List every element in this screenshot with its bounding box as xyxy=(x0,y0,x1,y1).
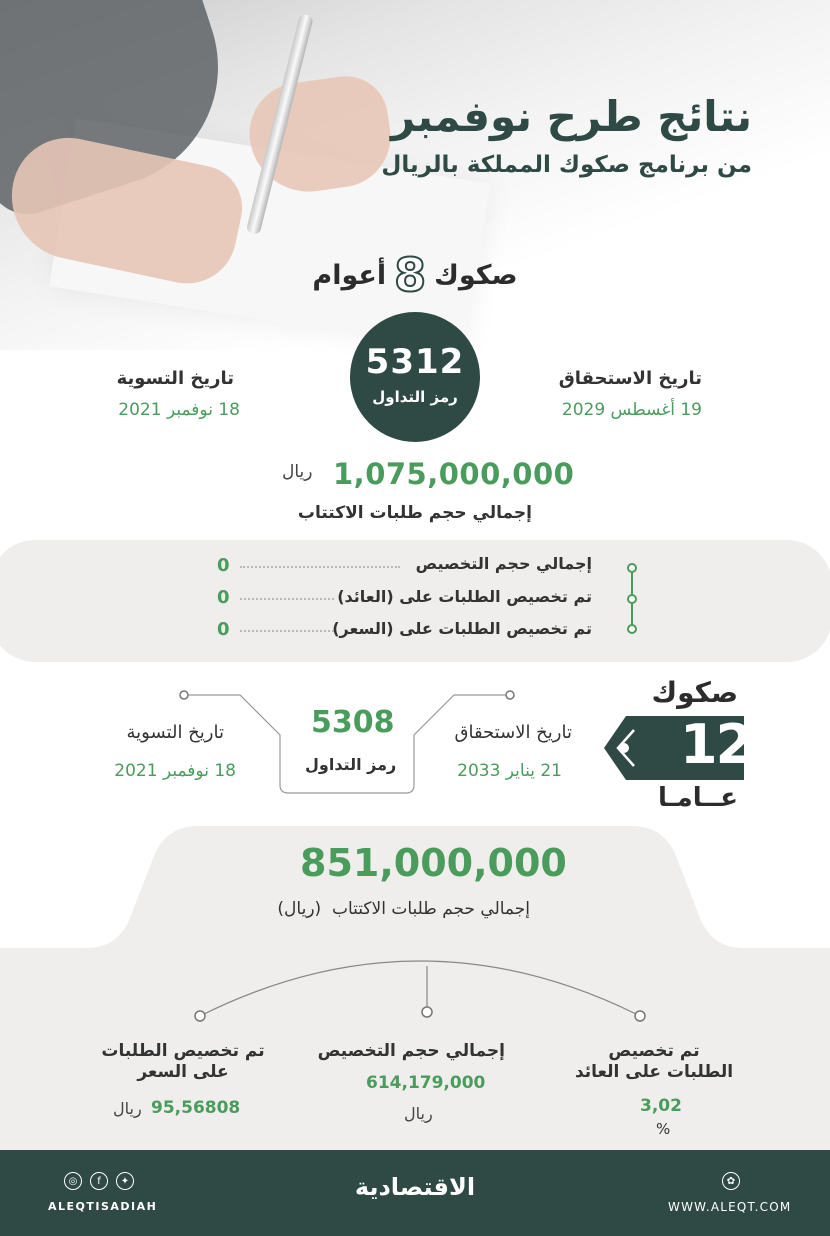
sukuk8-heading-post: أعوام xyxy=(312,259,387,291)
allocation-ring-2 xyxy=(627,594,637,604)
results-dot-left xyxy=(195,1011,205,1021)
allocation-value-3: 0 xyxy=(217,619,230,640)
sukuk12-code: 5308 xyxy=(311,705,395,740)
yield-label: تم تخصيص الطلبات على العائد xyxy=(574,1041,734,1083)
results-dot-mid xyxy=(422,1007,432,1017)
twitter-icon[interactable]: ✦ xyxy=(116,1172,134,1190)
allocation-label-2: تم تخصيص الطلبات على (العائد) xyxy=(337,587,592,606)
sukuk12-code-label: رمز التداول xyxy=(305,755,397,774)
sukuk8-currency: ريال xyxy=(282,462,313,482)
yield-value: 3,02 xyxy=(640,1096,682,1116)
allocation-value-1: 0 xyxy=(217,555,230,576)
sukuk8-settlement-value: 18 نوفمبر 2021 xyxy=(118,400,240,420)
sukuk8-maturity-value: 19 أغسطس 2029 xyxy=(561,400,702,420)
footer-handle[interactable]: ALEQTISADIAH xyxy=(48,1200,158,1213)
instagram-icon[interactable]: ◎ xyxy=(64,1172,82,1190)
sukuk8-heading-num: 8 xyxy=(394,248,427,302)
sukuk12-maturity-value: 21 يناير 2033 xyxy=(457,761,562,781)
sukuk8-total-label: إجمالي حجم طلبات الاكتتاب xyxy=(297,503,532,523)
allocation-label-1: إجمالي حجم التخصيص xyxy=(415,554,592,573)
alloc-value: 614,179,000 xyxy=(366,1073,486,1093)
price-value: 95,56808 xyxy=(151,1098,241,1118)
sukuk8-code-label: رمز التداول xyxy=(372,388,458,406)
sukuk12-heading-num: 12 xyxy=(680,713,752,776)
website-icon[interactable]: ✿ xyxy=(722,1172,740,1190)
allocation-dots-3 xyxy=(240,630,334,632)
sukuk12-total-amount: 851,000,000 xyxy=(300,841,567,885)
footer-logo[interactable]: الاقتصادية xyxy=(354,1173,476,1201)
allocation-dots-1 xyxy=(240,566,400,568)
sukuk12-settlement-value: 18 نوفمبر 2021 xyxy=(114,761,236,781)
allocation-label-3: تم تخصيص الطلبات على (السعر) xyxy=(332,619,592,638)
sukuk8-code-circle xyxy=(350,312,480,442)
sukuk8-settlement-label: تاريخ التسوية xyxy=(116,368,234,389)
sukuk8-heading-pre: صكوك xyxy=(434,259,518,291)
sukuk8-code: 5312 xyxy=(365,342,465,382)
allocation-ring-3 xyxy=(627,624,637,634)
footer-website[interactable]: WWW.ALEQT.COM xyxy=(668,1200,792,1214)
connector-dot-right xyxy=(506,691,514,699)
sukuk12-heading-bottom: عــامـا xyxy=(657,783,738,813)
sukuk12-heading-top: صكوك xyxy=(651,676,738,709)
allocation-value-2: 0 xyxy=(217,587,230,608)
sukuk12-total-label: إجمالي حجم طلبات الاكتتاب (ريال) xyxy=(277,899,530,919)
results-dot-right xyxy=(635,1011,645,1021)
alloc-unit: ريال xyxy=(404,1104,433,1123)
price-label: تم تخصيص الطلبات على السعر xyxy=(101,1041,265,1083)
sukuk12-maturity-label: تاريخ الاستحقاق xyxy=(454,722,572,743)
allocation-ring-1 xyxy=(627,563,637,573)
page-subtitle: من برنامج صكوك المملكة بالريال xyxy=(381,152,752,178)
sukuk12-settlement-label: تاريخ التسوية xyxy=(126,722,224,743)
price-unit: ريال xyxy=(113,1099,142,1118)
sukuk8-maturity-label: تاريخ الاستحقاق xyxy=(558,368,702,389)
sukuk8-total-amount: 1,075,000,000 xyxy=(333,457,575,491)
yield-unit: % xyxy=(656,1120,671,1138)
allocation-dots-2 xyxy=(240,598,334,600)
alloc-label: إجمالي حجم التخصيص xyxy=(317,1041,505,1061)
connector-dot-left xyxy=(180,691,188,699)
sukuk8-heading xyxy=(300,245,530,305)
page-title: نتائج طرح نوفمبر xyxy=(391,92,752,141)
facebook-icon[interactable]: f xyxy=(90,1172,108,1190)
